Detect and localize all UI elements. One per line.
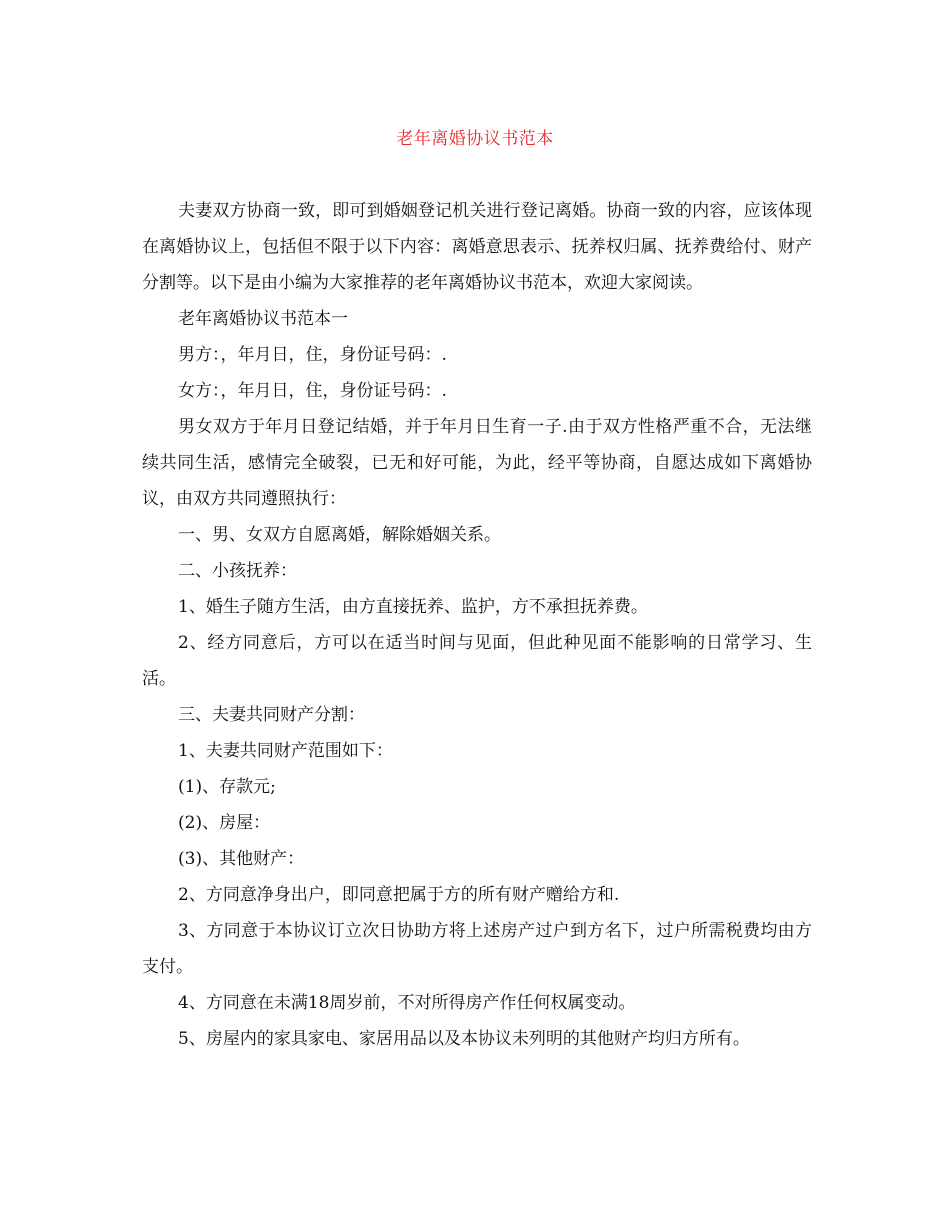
sample-heading: 老年离婚协议书范本一	[178, 309, 348, 329]
clause-1: 一、男、女双方自愿离婚，解除婚姻关系。	[178, 525, 501, 545]
clause-2-heading: 二、小孩抚养：	[178, 561, 297, 581]
property-item-deposit: (1)、存款元;	[178, 777, 276, 797]
clause-3-item-2: 2、方同意净身出户，即同意把属于方的所有财产赠给方和.	[178, 885, 620, 905]
document-title: 老年离婚协议书范本	[396, 129, 554, 149]
property-item-other: (3)、其他财产：	[178, 849, 305, 869]
document-body	[142, 193, 812, 1057]
clause-3-heading: 三、夫妻共同财产分割：	[178, 705, 365, 725]
male-party-line: 男方：，年月日，住，身份证号码：.	[178, 345, 447, 365]
clause-3-item-5: 5、房屋内的家具家电、家居用品以及本协议未列明的其他财产均归方所有。	[178, 1029, 750, 1049]
property-item-house: (2)、房屋：	[178, 813, 271, 833]
female-party-line: 女方：，年月日，住，身份证号码：.	[178, 381, 447, 401]
intro-paragraph: 夫妻双方协商一致，即可到婚姻登记机关进行登记离婚。协商一致的内容，应该体现在离婚协议上，包括但不限于以下内容：离婚意思表示、抚养权归属、抚养费给付、财产分割等。以下是由小编为大家推荐的老年离婚协议书范本，欢迎大家阅读。	[142, 201, 812, 293]
clause-2-item-1: 1、婚生子随方生活，由方直接抚养、监护，方不承担抚养费。	[178, 597, 648, 617]
clause-3-item-1: 1、夫妻共同财产范围如下：	[178, 741, 393, 761]
clause-3-item-3: 3、方同意于本协议订立次日协助方将上述房产过户到方名下，过户所需税费均由方支付。	[142, 921, 812, 977]
clause-2-item-2: 2、经方同意后，方可以在适当时间与见面，但此种见面不能影响的日常学习、生活。	[142, 633, 812, 689]
marriage-background-paragraph: 男女双方于年月日登记结婚，并于年月日生育一子.由于双方性格严重不合，无法继续共同生活，感情完全破裂，已无和好可能，为此，经平等协商，自愿达成如下离婚协议，由双方共同遵照执行：	[142, 417, 812, 509]
clause-3-item-4: 4、方同意在未满18周岁前，不对所得房产作任何权属变动。	[178, 993, 636, 1013]
